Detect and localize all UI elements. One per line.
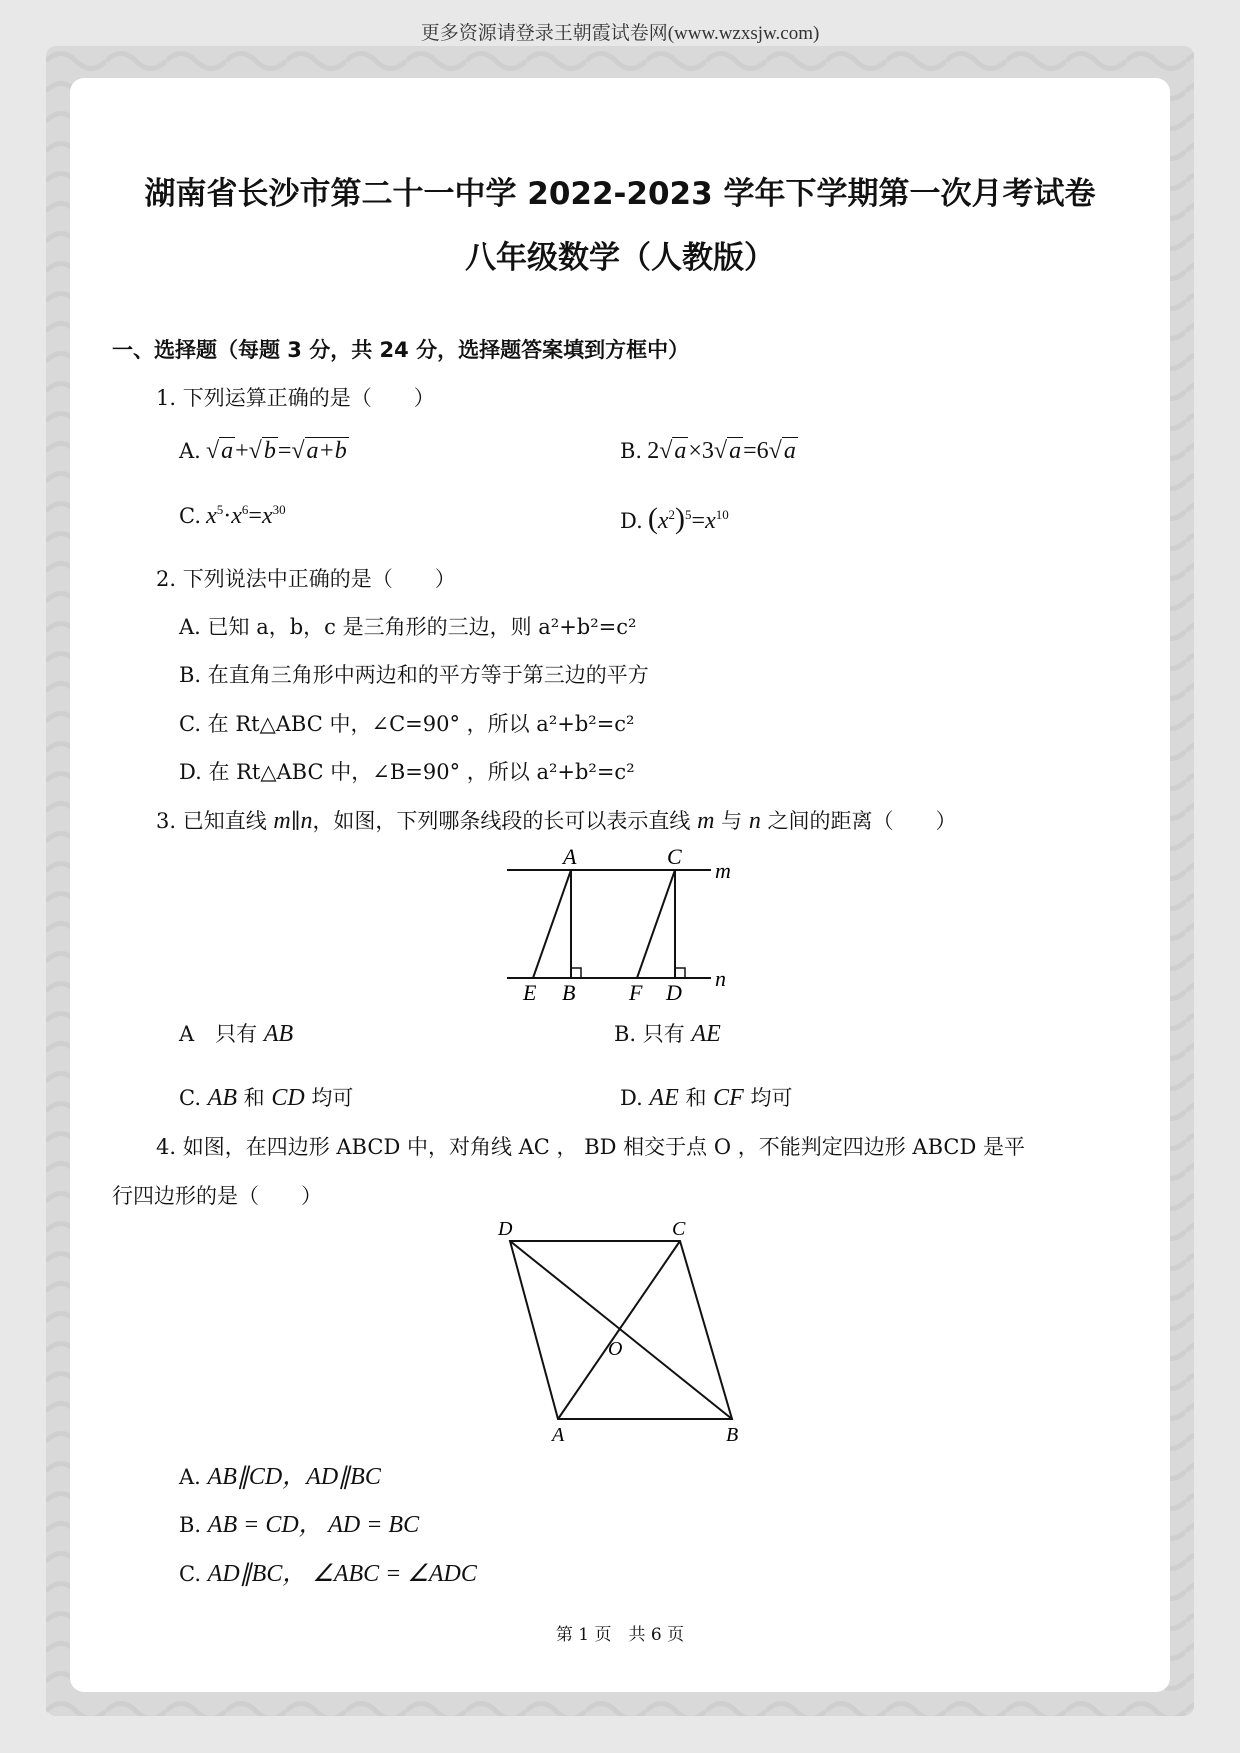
label-o: O [608, 1338, 623, 1360]
q1-option-d[interactable] [620, 502, 729, 536]
option-math: AB = CD， AD = BC [207, 1512, 420, 1538]
option-math: AD∥BC， ∠ABC = ∠ADC [207, 1561, 477, 1587]
var: n [748, 808, 761, 834]
exp: 30 [272, 502, 286, 517]
label-n: n [715, 966, 726, 991]
var: x [705, 508, 716, 534]
option-label: B. [620, 439, 643, 463]
segment: AB [263, 1021, 294, 1047]
q2-option-b[interactable]: B. 在直角三角形中两边和的平方等于第三边的平方 [179, 663, 649, 687]
operator: · [223, 503, 232, 529]
operator: = [277, 438, 292, 464]
option-label: B. [179, 1513, 208, 1537]
label-m: m [715, 858, 731, 883]
q1-option-a[interactable]: A. √a+√b=√a+b [179, 438, 347, 464]
option-label: D. [620, 509, 643, 533]
option-label: A. [179, 1465, 208, 1489]
stem-text: 3. 已知直线 [156, 809, 274, 833]
var: m [273, 808, 291, 834]
label-e: E [523, 980, 537, 1005]
option-label: C. [179, 1086, 208, 1110]
operator: + [235, 438, 249, 464]
q4-option-c[interactable] [179, 1553, 477, 1588]
label-c: C [672, 1218, 686, 1240]
q3-option-a[interactable] [179, 1018, 293, 1048]
label-a: A [563, 844, 577, 869]
exam-subtitle: 八年级数学（人教版） [465, 240, 775, 276]
parallel-lines-figure [503, 840, 743, 1010]
segment: CD [271, 1085, 305, 1111]
exp: 10 [715, 507, 729, 522]
exp: 5 [685, 507, 692, 522]
right-angle-mark [675, 968, 685, 978]
q2-option-a[interactable]: A. 已知 a，b，c 是三角形的三边，则 a²+b²=c² [179, 615, 637, 639]
exp: 6 [241, 502, 249, 517]
stem-text: ，如图，下列哪条线段的长可以表示直线 [312, 809, 698, 833]
quadrilateral-figure [490, 1215, 760, 1450]
segment-ae [533, 870, 571, 978]
option-label: A 只有 [179, 1022, 264, 1046]
text: 均可 [304, 1086, 354, 1110]
section-heading: 一、选择题（每题 3 分，共 24 分，选择题答案填到方框中） [112, 338, 690, 362]
var: m [697, 808, 715, 834]
label-a: A [552, 1424, 565, 1446]
radicand: a [674, 438, 687, 464]
watermark: 更多资源请登录王朝霞试卷网(www.wzxsjw.com) [420, 23, 820, 44]
label-c: C [667, 844, 682, 869]
label-b: B [726, 1424, 739, 1446]
option-label: B. 只有 [614, 1022, 692, 1046]
diagonal-bd [510, 1241, 732, 1419]
label-d: D [498, 1218, 513, 1240]
radicand: b [263, 438, 276, 464]
option-label: C. [179, 1562, 208, 1586]
coef: 2 [647, 438, 660, 464]
exp: 2 [668, 507, 676, 522]
var: x [261, 503, 273, 529]
var: n [300, 808, 313, 834]
diagonal-ac [558, 1241, 680, 1419]
q3-option-c[interactable] [179, 1082, 353, 1112]
option-label: D. [620, 1086, 650, 1110]
segment-cf [637, 870, 675, 978]
stem-text: 与 [714, 809, 749, 833]
segment: AB [207, 1085, 237, 1111]
operator: =6 [743, 438, 769, 464]
q1-option-c[interactable] [179, 502, 286, 530]
question-4-stem-line2: 行四边形的是（ ） [112, 1184, 322, 1208]
operator: ×3 [688, 438, 714, 464]
label-b: B [562, 980, 576, 1005]
option-math: AB∥CD，AD∥BC [207, 1464, 381, 1490]
radicand: a [221, 438, 234, 464]
right-angle-mark [571, 968, 581, 978]
question-3-stem [156, 805, 957, 835]
label-f: F [629, 980, 643, 1005]
radicand: a+b [306, 438, 347, 464]
q3-option-b[interactable] [614, 1018, 721, 1048]
question-1-stem: 1. 下列运算正确的是（ ） [156, 386, 435, 410]
q2-option-d[interactable]: D. 在 Rt△ABC 中，∠B=90° ，所以 a²+b²=c² [179, 760, 635, 784]
question-4-stem-line1: 4. 如图，在四边形 ABCD 中，对角线 AC ， BD 相交于点 O ，不能判定四边形 ABCD 是平 [156, 1135, 1025, 1159]
radicand: a [729, 438, 742, 464]
exp: 5 [216, 502, 224, 517]
paren: ( [647, 502, 658, 535]
var: x [657, 508, 669, 534]
operator: = [691, 508, 706, 534]
operator: = [248, 503, 262, 529]
label-d: D [666, 980, 682, 1005]
segment: CF [713, 1085, 744, 1111]
radicand: a [783, 438, 796, 464]
q2-option-c[interactable]: C. 在 Rt△ABC 中，∠C=90° ，所以 a²+b²=c² [179, 712, 635, 736]
var: x [206, 503, 217, 529]
parallel-symbol: ∥ [290, 809, 301, 833]
q1-option-b[interactable]: B. 2√a×3√a=6√a [620, 438, 796, 464]
segment: AE [649, 1085, 679, 1111]
paren: ) [675, 502, 686, 535]
text: 和 [237, 1086, 272, 1110]
option-label: C. [179, 504, 201, 528]
segment: AE [691, 1021, 721, 1047]
option-label: A. [179, 439, 201, 463]
exam-title: 湖南省长沙市第二十一中学 2022-2023 学年下学期第一次月考试卷 [144, 176, 1096, 212]
text: 均可 [743, 1086, 793, 1110]
stem-text: 之间的距离（ ） [760, 809, 957, 833]
q4-option-b[interactable] [179, 1504, 419, 1539]
var: x [231, 503, 242, 529]
page-footer: 第 1 页 共 6 页 [555, 1625, 685, 1645]
q3-option-d[interactable] [620, 1082, 793, 1112]
q4-option-a[interactable] [179, 1456, 381, 1491]
question-2-stem: 2. 下列说法中正确的是（ ） [156, 567, 456, 591]
text: 和 [678, 1086, 714, 1110]
